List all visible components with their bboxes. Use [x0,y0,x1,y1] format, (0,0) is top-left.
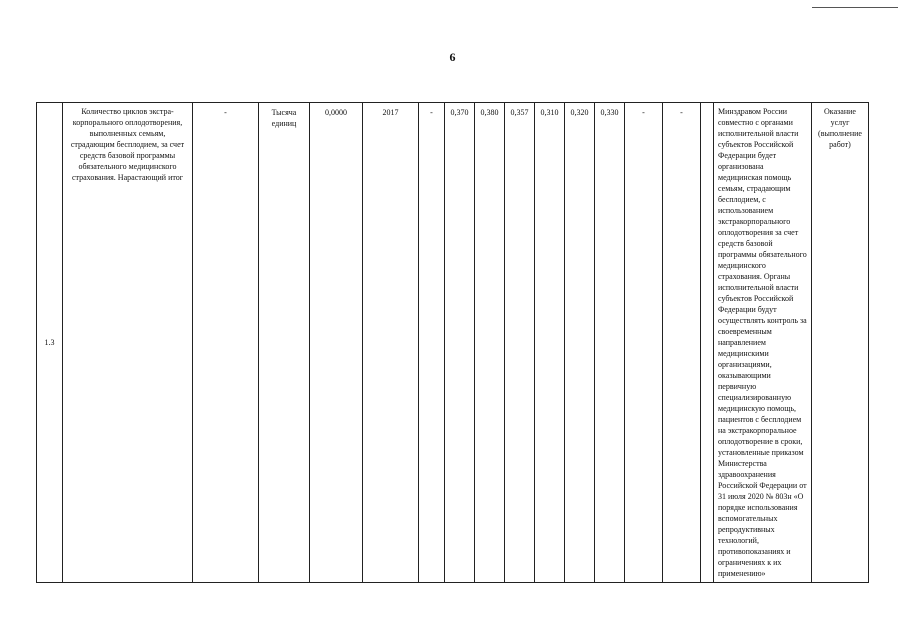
dash-cell: - [625,103,663,583]
base-year-cell: 2017 [363,103,419,583]
dash-cell: - [663,103,701,583]
table-row [37,103,869,583]
value-2018-cell: - [419,103,445,583]
empty-narrow-cell [701,103,714,583]
responsible-note: Минздравом России совместно с органами исполнительной власти субъектов Российской Федерации будет организована медицинская помощь семьям, страдающим бесплодием, с использованием экстракорпорального оплодотворения за счет средств базовой программы обязательного медицинского страхования. Органы исполнительной власти субъектов Российской Федерации будут осуществлять контроль за своевременным направлением медицинскими организациями, оказывающими первичную специализированную медицинскую помощь, пациентов с бесплодием на экстракорпоральное оплодотворение в сроки, установленные приказом Министерства здравоохранения Российской Федерации от 31 июля 2020 № 803н «О порядке использования вспомогательных репродуктивных технологий, противопоказаниях и ограничениях к их применению» [714,103,812,583]
yearly-value-cell: 0,380 [475,103,505,583]
corner-rule [812,7,898,8]
yearly-value-cell: 0,320 [565,103,595,583]
indicator-table [36,102,869,583]
yearly-value-cell: 0,310 [535,103,565,583]
empty-cell: - [193,103,259,583]
unit-cell: Тысяча единиц [259,103,310,583]
row-number: 1.3 [37,103,63,583]
type-cell: Оказание услуг (выполнение работ) [812,103,869,583]
yearly-value-cell: 0,370 [445,103,475,583]
yearly-value-cell: 0,357 [505,103,535,583]
page-number: 6 [449,50,456,64]
base-value-cell: 0,0000 [310,103,363,583]
yearly-value-cell: 0,330 [595,103,625,583]
indicator-name: Количество циклов экстра-корпорального оплодотворения, выполненных семьям, страдающим бесплодием, за счет средств базовой программы обязательного медицинского страхования. Нарастающий итог [63,103,193,583]
